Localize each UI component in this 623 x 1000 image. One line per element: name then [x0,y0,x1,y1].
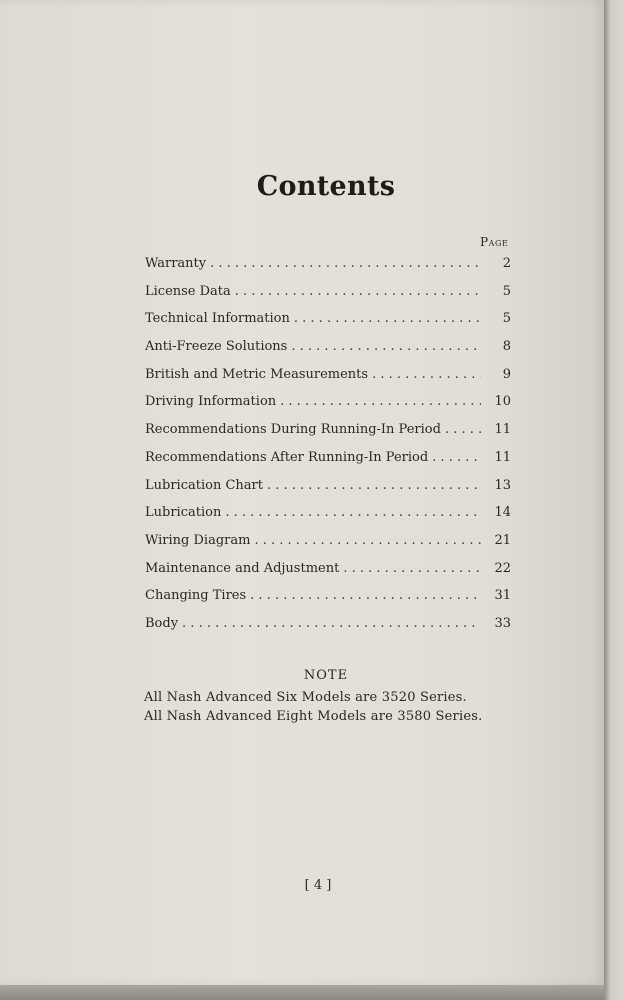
toc-entry-label: British and Metric Measurements [145,366,369,382]
toc-entry [145,478,511,506]
dot-leader [254,533,481,548]
toc-entry-label: Lubrication Chart [145,477,263,493]
dot-leader [294,311,481,326]
page-column-header: Page [480,235,509,249]
toc-entry-page: 14 [494,505,511,521]
dot-leader [235,284,481,299]
toc-entry [145,561,511,589]
dot-leader [225,505,481,520]
note-line: All Nash Advanced Six Models are 3520 Series. [144,690,467,705]
dot-leader [372,367,481,382]
page-title: Contents [256,171,396,202]
toc-entry [145,588,511,616]
toc-entry-label: Driving Information [145,394,277,410]
dot-leader [445,422,481,437]
toc-entry-label: Warranty [145,256,207,271]
toc-entry-page: 22 [494,560,511,576]
toc-entry-page: 9 [502,366,511,382]
toc-entry-page: 5 [502,283,511,299]
toc-entry-label: Anti-Freeze Solutions [145,339,288,355]
toc-entry [145,616,511,644]
toc-entry-page: 8 [502,339,511,355]
dot-leader [432,450,481,465]
dot-leader [210,256,481,271]
toc-entry-label: Maintenance and Adjustment [145,560,340,576]
toc-entry-label: License Data [145,283,231,299]
toc-entry-label: Changing Tires [145,588,247,604]
toc-entry-label: Wiring Diagram [145,532,251,548]
toc-entry-page: 21 [494,532,511,548]
note-line: All Nash Advanced Eight Models are 3580 Series. [144,709,483,724]
toc-entry [145,533,511,561]
dot-leader [267,478,481,493]
table-of-contents [145,256,511,644]
toc-entry [145,422,511,450]
toc-entry [145,256,511,284]
toc-entry [145,311,511,339]
toc-entry-label: Lubrication [145,505,222,521]
dot-leader [182,616,481,631]
toc-entry-page: 33 [494,615,511,631]
toc-entry-label: Recommendations During Running-In Period [145,422,441,438]
footer-page-number: [ 4 ] [304,878,332,893]
toc-entry-page: 13 [494,477,511,493]
toc-entry-page: 2 [502,256,511,271]
page-bottom-edge [0,985,604,1000]
toc-entry-page: 11 [494,422,511,438]
toc-entry-page: 10 [494,394,511,410]
toc-entry [145,339,511,367]
toc-entry [145,450,511,478]
toc-entry-page: 31 [494,588,511,604]
note-heading: NOTE [303,668,349,683]
toc-entry-label: Recommendations After Running-In Period [145,449,429,465]
dot-leader [343,561,481,576]
toc-entry-page: 5 [502,311,511,327]
dot-leader [291,339,481,354]
toc-entry-page: 11 [494,449,511,465]
binding-gutter [604,0,623,1000]
toc-entry [145,394,511,422]
dot-leader [280,394,481,409]
toc-entry-label: Body [145,615,179,631]
dot-leader [250,588,481,603]
toc-entry [145,505,511,533]
toc-entry [145,284,511,312]
toc-entry [145,367,511,395]
toc-entry-label: Technical Information [145,311,290,327]
